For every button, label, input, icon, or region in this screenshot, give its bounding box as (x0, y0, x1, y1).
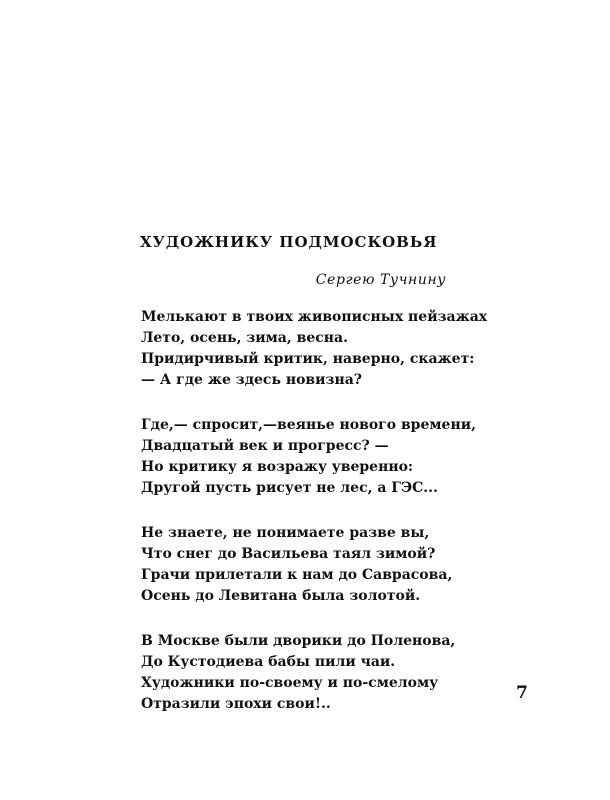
poem-line: В Москве были дворики до Поленова, (141, 633, 456, 649)
stanza-4 (141, 631, 471, 715)
stanza-2 (141, 415, 476, 499)
poem-line: Художники по-своему и по-смелому (141, 675, 439, 691)
poem-line: Что снег до Васильева таял зимой? (141, 546, 436, 562)
poem-line: Осень до Левитана была золотой. (141, 588, 421, 604)
poem-line: Мелькают в твоих живописных пейзажах (141, 309, 488, 325)
poem-line: Отразили эпохи свои!.. (141, 696, 331, 712)
poem-line: Двадцатый век и прогресс? — (141, 438, 389, 454)
poem-line: Другой пусть рисует не лес, а ГЭС... (141, 480, 438, 496)
poem-line: Но критику я возражу уверенно: (141, 459, 414, 475)
stanza-3 (141, 523, 471, 607)
poem-title: ХУДОЖНИКУ ПОДМОСКОВЬЯ (140, 233, 438, 251)
poem-line: Лето, осень, зима, весна. (141, 330, 348, 346)
poem-line: Где,— спросит,—веянье нового времени, (141, 417, 476, 433)
page-number: 7 (516, 683, 528, 703)
poem-line: До Кустодиева бабы пили чаи. (141, 654, 396, 670)
poem-line: Грачи прилетали к нам до Саврасова, (141, 567, 453, 583)
poem-line: Не знаете, не понимаете разве вы, (141, 525, 430, 541)
poem-line: Придирчивый критик, наверно, скажет: (141, 351, 475, 367)
poem-body (141, 307, 488, 739)
poem-line: — А где же здесь новизна? (141, 372, 362, 388)
poem-dedication: Сергею Тучнину (315, 272, 446, 288)
stanza-1 (141, 307, 488, 391)
